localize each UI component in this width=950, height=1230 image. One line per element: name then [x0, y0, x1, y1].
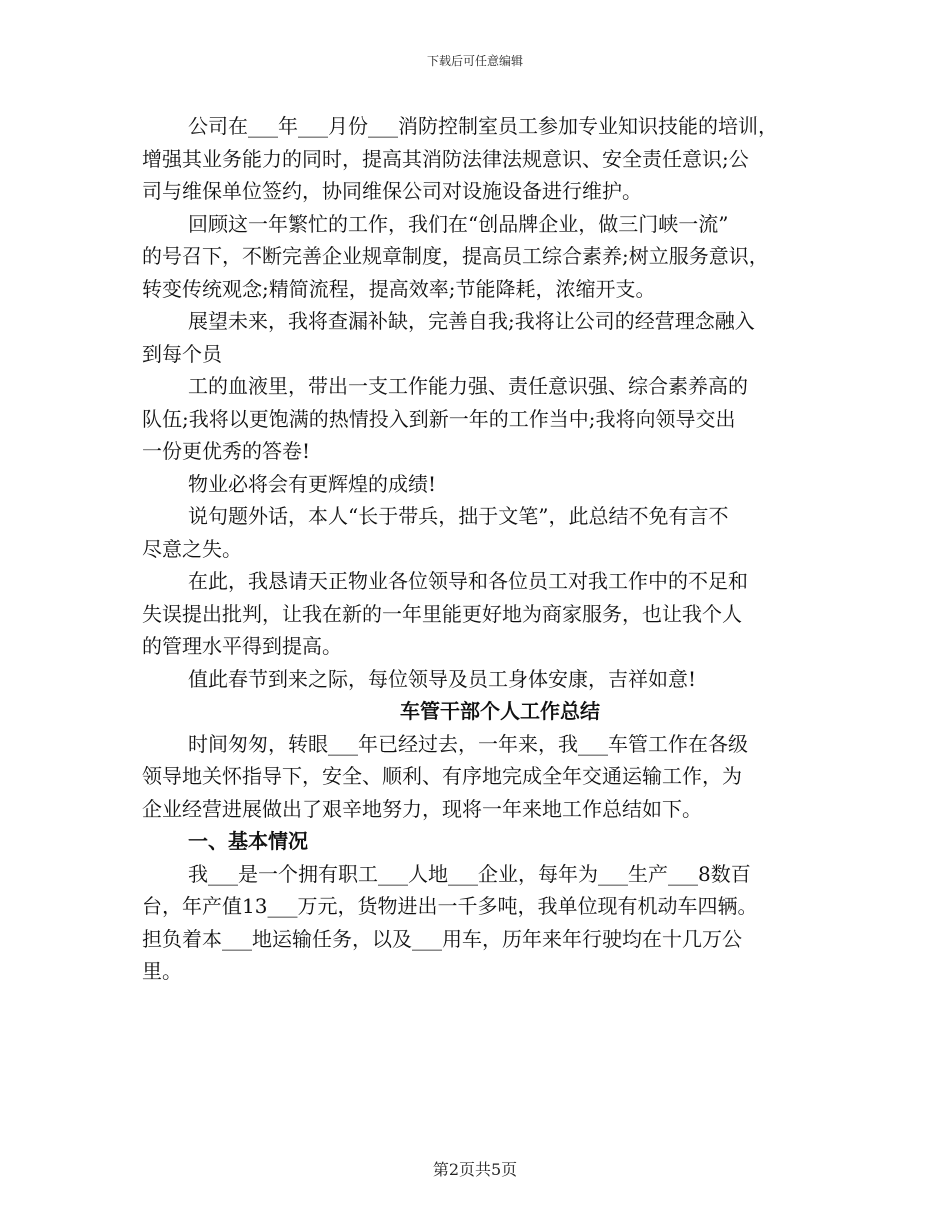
text-line: 一份更优秀的答卷! — [142, 439, 311, 463]
text-line: 转变传统观念;精简流程，提高效率;节能降耗，浓缩开支。 — [142, 276, 656, 301]
paragraph-block-2 — [142, 728, 812, 826]
text-line: 的管理水平得到提高。 — [142, 634, 342, 658]
text-line: 担负着本___地运输任务，以及___用车，历年来年行驶均在十几万公 — [142, 926, 742, 951]
text-line: 工的血液里，带出一支工作能力强、责任意识强、综合素养高的 — [188, 374, 748, 398]
paragraph-block-3 — [142, 858, 812, 988]
text-line: 公司在___年___月份___消防控制室员工参加专业知识技能的培训， — [188, 114, 778, 138]
text-line: 在此，我恳请天正物业各位领导和各位员工对我工作中的不足和 — [188, 569, 748, 593]
text-line: 尽意之失。 — [142, 536, 242, 561]
text-line: 我___是一个拥有职工___人地___企业，每年为___生产___8数百 — [188, 861, 751, 886]
text-line: 的号召下，不断完善企业规章制度，提高员工综合素养;树立服务意识， — [142, 244, 769, 268]
text-line: 司与维保单位签约，协同维保公司对设施设备进行维护。 — [142, 179, 642, 203]
text-line: 队伍;我将以更饱满的热情投入到新一年的工作当中;我将向领导交出 — [142, 406, 736, 431]
section-title: 车管干部个人工作总结 — [400, 699, 600, 723]
text-line: 说句题外话，本人“长于带兵，拙于文笔”，此总结不免有言不 — [188, 504, 729, 528]
text-line: 值此春节到来之际，每位领导及员工身体安康，吉祥如意! — [188, 666, 697, 691]
text-line: 里。 — [142, 959, 182, 983]
page-footer: 第2页共5页 — [432, 1160, 518, 1179]
document-body — [142, 110, 812, 988]
text-line: 展望未来，我将查漏补缺，完善自我;我将让公司的经营理念融入 — [188, 309, 755, 333]
paragraph-block-1 — [142, 110, 812, 695]
text-line: 到每个员 — [142, 341, 222, 366]
text-line: 失误提出批判，让我在新的一年里能更好地为商家服务，也让我个人 — [142, 601, 742, 626]
text-line: 增强其业务能力的同时，提高其消防法律法规意识、安全责任意识;公 — [142, 146, 749, 171]
section-heading-basic: 一、基本情况 — [188, 829, 308, 853]
text-line: 时间匆匆，转眼___年已经过去，一年来，我___车管工作在各级 — [188, 731, 748, 756]
page-header: 下载后可任意编辑 — [426, 54, 523, 68]
text-line: 回顾这一年繁忙的工作，我们在“创品牌企业，做三门峡一流” — [188, 211, 729, 236]
text-line: 物业必将会有更辉煌的成绩! — [188, 471, 437, 496]
text-line: 企业经营进展做出了艰辛地努力，现将一年来地工作总结如下。 — [142, 796, 702, 821]
text-line: 领导地关怀指导下，安全、顺利、有序地完成全年交通运输工作，为 — [142, 764, 742, 788]
text-line: 台，年产值13___万元，货物进出一千多吨，我单位现有机动车四辆。 — [142, 894, 758, 918]
